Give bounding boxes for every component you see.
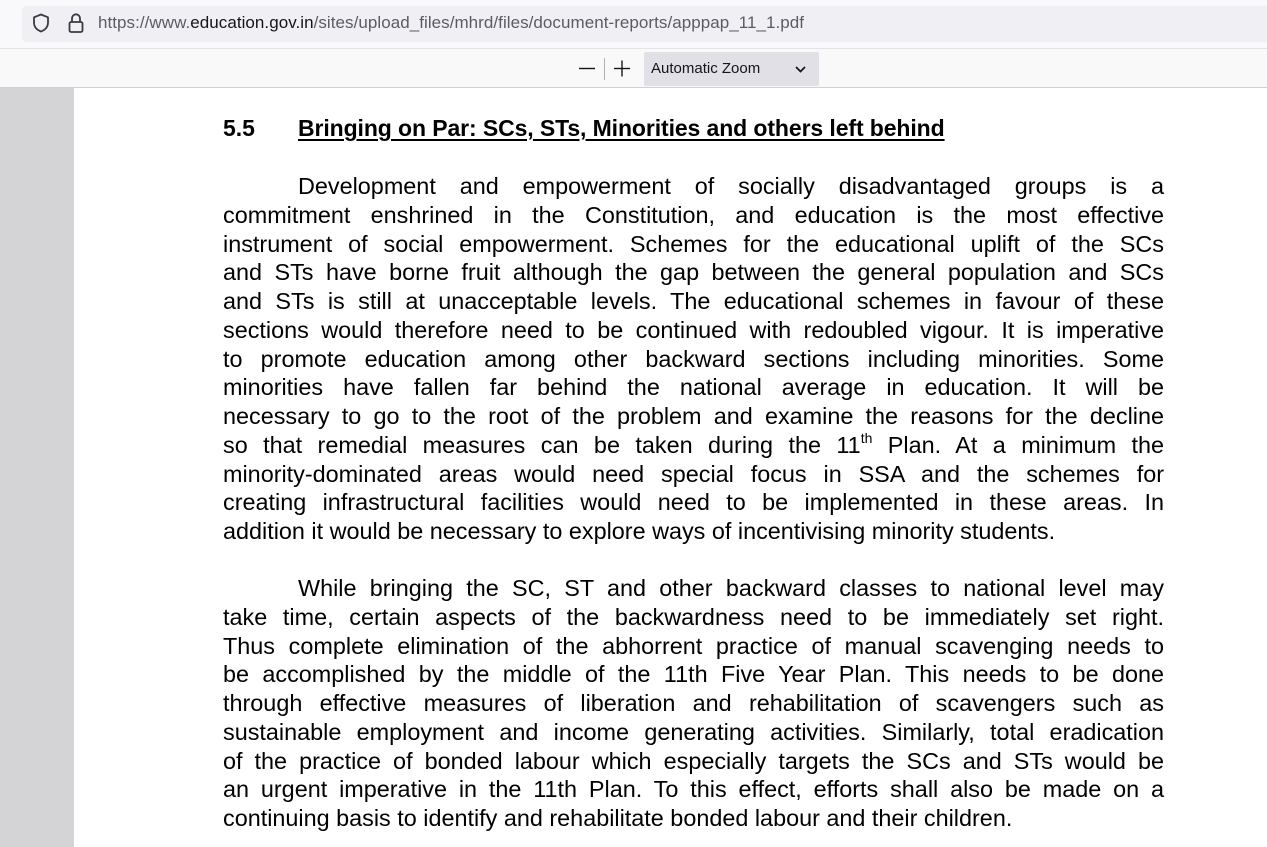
paragraph-2 [223,574,1164,833]
paragraph-line: minority-dominated areas would need special focus in SSA and the schemes for [223,460,1164,487]
pdf-toolbar [0,48,1267,88]
zoom-select-value: Automatic Zoom [651,60,761,77]
url-text[interactable] [98,13,804,33]
chevron-down-icon [794,63,807,76]
paragraph-line-text: While bringing the SC, ST and other backward classes to national level may [298,575,1164,601]
paragraph-line [223,574,1164,603]
minus-icon [574,55,600,81]
toolbar-separator [604,58,605,80]
paragraph-line [223,431,1164,460]
paragraph-line: creating infrastructural facilities would need to be implemented in these areas. In [223,489,1164,516]
plus-icon [609,55,635,81]
paragraph-line: through effective measures of liberation and rehabilitation of scavengers such as [223,690,1164,716]
zoom-select[interactable] [644,52,819,86]
url-bar [0,0,1267,48]
paragraph-line: to promote education among other backward sections including minorities. Some [223,345,1164,372]
section-number: 5.5 [223,115,255,141]
paragraph-1 [223,172,1164,546]
paragraph-line-text: Development and empowerment of socially disadvantaged groups is a [298,173,1164,199]
paragraph-line: sustainable employment and income generating activities. Similarly, total eradication [223,718,1164,745]
paragraph-line: of the practice of bonded labour which especially targets the SCs and STs would be [223,747,1164,774]
paragraph-line: Thus complete elimination of the abhorrent practice of manual scavenging needs to [223,632,1164,659]
zoom-out-button[interactable] [574,55,600,81]
paragraph-line [223,172,1164,201]
url-prefix: https://www. [98,13,191,32]
section-title: Bringing on Par: SCs, STs, Minorities and others left behind [298,115,945,141]
pdf-page [74,88,1267,847]
paragraph-line: take time, certain aspects of the backwardness need to be immediately set right. [223,603,1164,630]
paragraph-line: an urgent imperative in the 11th Plan. To this effect, efforts shall also be made on a [223,776,1164,803]
paragraph-line: sections would therefore need to be continued with redoubled vigour. It is imperative [223,316,1164,343]
paragraph-line: continuing basis to identify and rehabilitate bonded labour and their children. [223,805,1013,831]
paragraph-line-text: so that remedial measures can be taken during the 11 [223,431,861,458]
paragraph-line: minorities have fallen far behind the national average in education. It will be [223,374,1164,401]
superscript: th [860,429,873,446]
viewer-background [0,88,74,847]
paragraph-line: and STs have borne fruit although the gap between the general population and SCs [223,259,1164,286]
zoom-in-button[interactable] [609,55,635,81]
paragraph-line: be accomplished by the middle of the 11th Five Year Plan. This needs to be done [223,661,1164,688]
url-path: /sites/upload_files/mhrd/files/document-reports/apppap_11_1.pdf [313,13,805,32]
paragraph-line: addition it would be necessary to explore ways of incentivising minority students. [223,518,1056,544]
url-host: education.gov.in [190,13,314,32]
paragraph-line: and STs is still at unacceptable levels. The educational schemes in favour of these [223,288,1164,314]
paragraph-line: instrument of social empowerment. Schemes for the educational uplift of the SCs [223,230,1164,257]
lock-icon[interactable] [66,12,86,34]
shield-icon[interactable] [31,13,51,33]
paragraph-line-text: Plan. At a minimum the [872,431,1164,458]
paragraph-line: commitment enshrined in the Constitution, and education is the most effective [223,201,1164,228]
paragraph-line: necessary to go to the root of the problem and examine the reasons for the decline [223,403,1164,429]
